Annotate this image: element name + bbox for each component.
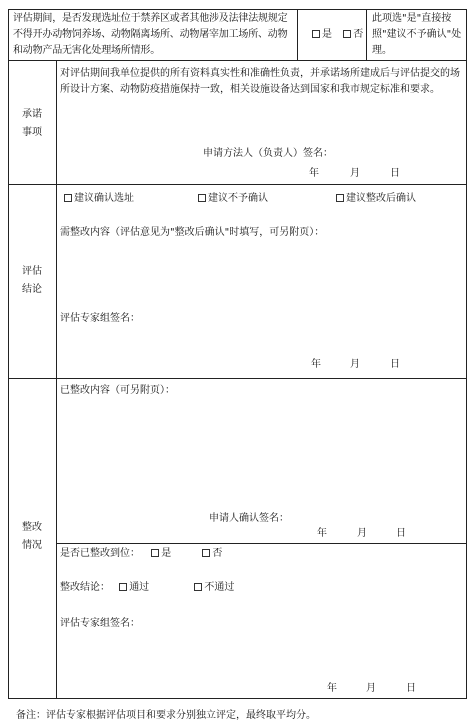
row-divider-3 [8, 378, 467, 379]
conclusion-label [8, 263, 56, 299]
result-label: 整改结论： [60, 582, 110, 593]
in-place-yes-label: 是 [161, 548, 172, 559]
rectification-label-line2: 情况 [22, 540, 42, 551]
result-row [60, 581, 234, 594]
table-border-right [466, 9, 467, 699]
rectified-content-label: 已整改内容（可另附页）： [60, 385, 175, 396]
commitment-year: 年 [309, 168, 319, 179]
rectification-month-2: 月 [366, 683, 376, 694]
option-confirm [64, 192, 134, 205]
location-question: 评估期间，是否发现选址位于禁养区或者其他涉及法律法规规定不得开办动物饲养场、动物隔离场所、动物屠宰加工场所、动物和动物产品无害化处理场所情形。 [13, 13, 288, 56]
conclusion-day: 日 [390, 359, 400, 370]
checkbox-no[interactable] [343, 30, 351, 38]
result-fail-label: 不通过 [204, 582, 235, 593]
checkbox-in-place-yes[interactable] [151, 549, 159, 557]
in-place-row [60, 547, 222, 560]
row1-options [312, 28, 363, 41]
option-confirm-label: 建议确认选址 [74, 193, 134, 204]
option-after-rectify [336, 192, 416, 205]
option-reject-label: 建议不予确认 [208, 193, 268, 204]
in-place-label: 是否已整改到位： [60, 548, 140, 559]
rectification-year: 年 [317, 528, 327, 539]
commitment-day: 日 [390, 168, 400, 179]
conclusion-month: 月 [350, 359, 360, 370]
checkbox-confirm[interactable] [64, 194, 72, 202]
rectification-label [8, 519, 56, 555]
rectification-day-2: 日 [406, 683, 416, 694]
expert-sign-label: 评估专家组签名： [60, 313, 140, 324]
row1-note: 此项选"是"直接按照"建议不予确认"处理。 [372, 13, 462, 56]
row1-divider-b [366, 9, 367, 61]
checkbox-in-place-no[interactable] [202, 549, 210, 557]
commitment-month: 月 [350, 168, 360, 179]
commitment-label-line2: 事项 [22, 127, 42, 138]
checkbox-yes[interactable] [312, 30, 320, 38]
row1-divider-a [297, 9, 298, 61]
rectification-day: 日 [396, 528, 406, 539]
in-place-no-label: 否 [212, 548, 223, 559]
result-pass-label: 通过 [129, 582, 150, 593]
label-column-divider [56, 60, 57, 699]
applicant-legal-sign-label: 申请方法人（负责人）签名： [203, 148, 333, 159]
conclusion-year: 年 [311, 359, 321, 370]
rectify-content-label: 需整改内容（评估意见为"整改后确认"时填写，可另附页）： [60, 227, 325, 238]
conclusion-label-line2: 结论 [22, 284, 42, 295]
option-reject [198, 192, 268, 205]
option-after-rectify-label: 建议整改后确认 [346, 193, 416, 204]
commitment-label-line1: 承诺 [22, 109, 42, 120]
row-divider-2 [8, 184, 467, 185]
row-divider-1 [8, 60, 467, 61]
table-border-bottom [8, 698, 467, 699]
rectification-month: 月 [357, 528, 367, 539]
conclusion-label-line1: 评估 [22, 266, 42, 277]
checkbox-after-rectify[interactable] [336, 194, 344, 202]
option-no-label: 否 [353, 29, 364, 40]
rectification-label-line1: 整改 [22, 522, 42, 533]
commitment-label [8, 106, 56, 142]
option-yes-label: 是 [322, 29, 332, 40]
rectification-year-2: 年 [327, 683, 337, 694]
commitment-text: 对评估期间我单位提供的所有资料真实性和准确性负责，并承诺场所建成后与评估提交的场所设计方案、动物防疫措施保持一致，相关设施设备达到国家和我市规定标准和要求。 [60, 68, 460, 95]
checkbox-reject[interactable] [198, 194, 206, 202]
applicant-confirm-sign-label: 申请人确认签名： [209, 513, 289, 524]
footnote: 备注：评估专家根据评估项目和要求分别独立评定，最终取平均分。 [16, 710, 316, 721]
row-divider-4 [56, 543, 467, 544]
checkbox-fail[interactable] [194, 583, 202, 591]
checkbox-pass[interactable] [119, 583, 127, 591]
table-border-top [8, 9, 467, 10]
rectification-expert-sign-label: 评估专家组签名： [60, 618, 140, 629]
